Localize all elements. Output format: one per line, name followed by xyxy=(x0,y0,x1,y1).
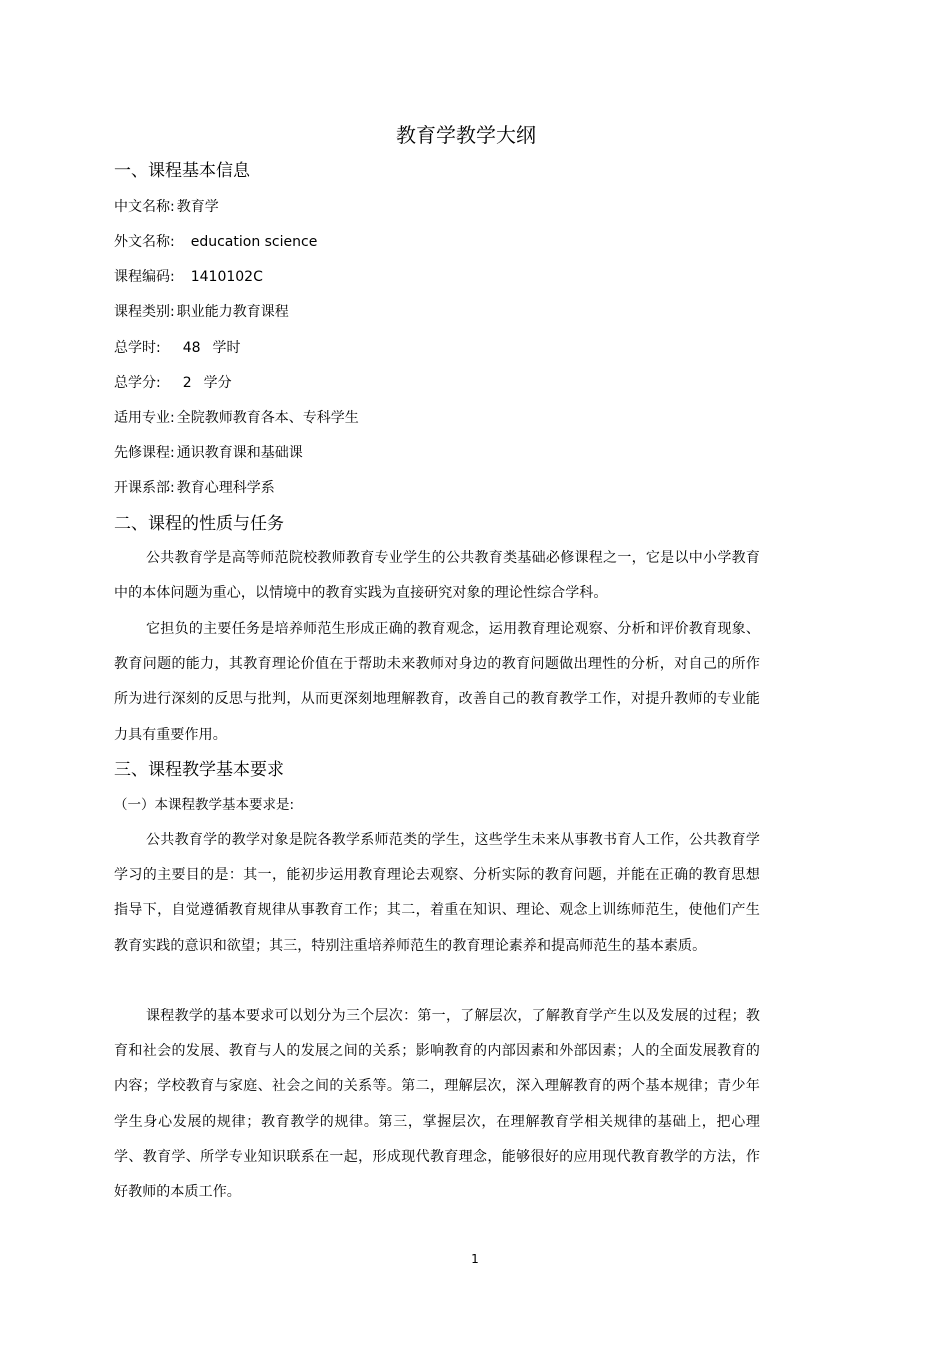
field-department xyxy=(114,478,275,498)
field-chinese-name xyxy=(114,197,219,217)
paragraph-nature: 公共教育学是高等师范院校教师教育专业学生的公共教育类基础必修课程之一，它是以中小学教育中的本体问题为重心，以情境中的教育实践为直接研究对象的理论性综合学科。 xyxy=(114,550,760,602)
field-value: 教育学 xyxy=(176,199,219,215)
field-total-hours xyxy=(114,338,241,358)
field-foreign-name xyxy=(114,232,317,252)
field-value: education science xyxy=(190,234,318,250)
subheading-basic-requirements: （一）本课程教学基本要求是: xyxy=(114,797,295,813)
field-label: 课程编码: xyxy=(114,269,175,285)
field-prerequisites xyxy=(114,443,303,463)
field-label: 先修课程: xyxy=(114,445,175,461)
field-total-credits xyxy=(114,373,232,393)
paragraph-teaching-objects: 公共教育学的教学对象是院各教学系师范类的学生，这些学生未来从事教书育人工作，公共教育学学习的主要目的是：其一，能初步运用教育理论去观察、分析实际的教育问题，并能在正确的教育思想指导下，自觉遵循教育规律从事教育工作；其二，着重在知识、理论、观念上训练师范生，使他们产生教育实践的意识和欲望；其三，特别注重培养师范生的教育理论素养和提高师范生的基本素质。 xyxy=(114,832,760,954)
field-course-code xyxy=(114,267,263,287)
field-value: 全院教师教育各本、专科学生 xyxy=(176,410,359,426)
field-unit: 学分 xyxy=(203,375,232,391)
document-title: 教育学教学大纲 xyxy=(396,123,536,147)
page-number: 1 xyxy=(471,1252,479,1266)
field-value: 1410102C xyxy=(190,269,263,285)
field-value: 教育心理科学系 xyxy=(176,480,275,496)
field-applicable-majors xyxy=(114,408,359,428)
section-heading-nature-tasks: 二、课程的性质与任务 xyxy=(114,514,284,534)
paragraph-tasks: 它担负的主要任务是培养师范生形成正确的教育观念，运用教育理论观察、分析和评价教育现象、教育问题的能力，其教育理论价值在于帮助未来教师对身边的教育问题做出理性的分析，对自己的所作所为进行深刻的反思与批判，从而更深刻地理解教育，改善自己的教育教学工作，对提升教师的专业能力具有重要作用。 xyxy=(114,621,760,743)
field-value: 职业能力教育课程 xyxy=(176,304,289,320)
field-label: 适用专业: xyxy=(114,410,175,426)
field-value: 48 xyxy=(182,340,201,356)
field-unit: 学时 xyxy=(212,340,241,356)
field-value: 2 xyxy=(182,375,192,391)
field-value: 通识教育课和基础课 xyxy=(176,445,303,461)
field-label: 中文名称: xyxy=(114,199,175,215)
field-label: 外文名称: xyxy=(114,234,175,250)
paragraph-requirement-levels: 课程教学的基本要求可以划分为三个层次：第一，了解层次，了解教育学产生以及发展的过程；教育和社会的发展、教育与人的发展之间的关系；影响教育的内部因素和外部因素；人的全面发展教育的内容；学校教育与家庭、社会之间的关系等。第二，理解层次，深入理解教育的两个基本规律；青少年学生身心发展的规律；教育教学的规律。第三，掌握层次，在理解教育学相关规律的基础上，把心理学、教育学、所学专业知识联系在一起，形成现代教育理念，能够很好的应用现代教育教学的方法，作好教师的本质工作。 xyxy=(114,1008,760,1201)
field-label: 总学时: xyxy=(114,340,161,356)
field-label: 总学分: xyxy=(114,375,161,391)
section-heading-basic-info: 一、课程基本信息 xyxy=(114,161,250,181)
section-heading-requirements: 三、课程教学基本要求 xyxy=(114,760,284,780)
field-course-category xyxy=(114,302,289,322)
field-label: 开课系部: xyxy=(114,480,175,496)
field-label: 课程类别: xyxy=(114,304,175,320)
